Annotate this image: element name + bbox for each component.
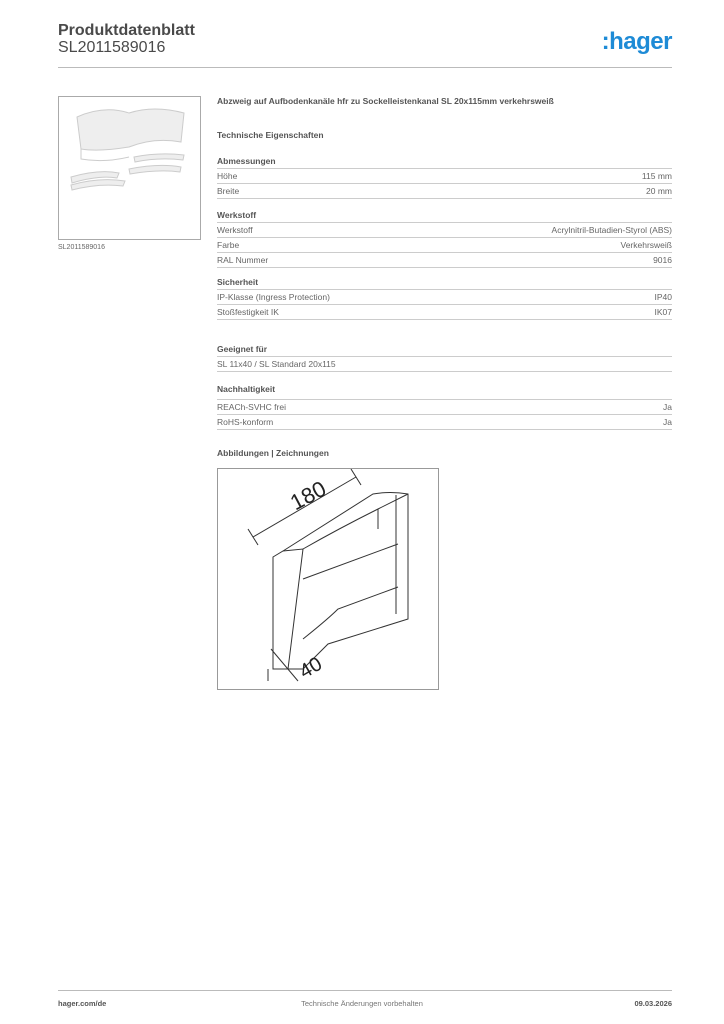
row-label: REACh-SVHC frei bbox=[217, 402, 286, 412]
dim-depth-label: 40 bbox=[295, 652, 327, 684]
product-code: SL2011589016 bbox=[58, 39, 166, 56]
hager-logo: :hager bbox=[601, 28, 672, 55]
row-label: Stoßfestigkeit IK bbox=[217, 307, 279, 317]
table-row bbox=[217, 184, 672, 199]
row-label: Werkstoff bbox=[217, 225, 253, 235]
section-geeignet bbox=[217, 343, 672, 372]
table-row bbox=[217, 238, 672, 253]
table-row bbox=[217, 357, 672, 372]
row-value: Ja bbox=[663, 417, 672, 427]
row-value: 115 mm bbox=[641, 171, 672, 181]
section-heading: Werkstoff bbox=[217, 209, 672, 223]
table-row bbox=[217, 253, 672, 268]
row-label: IP-Klasse (Ingress Protection) bbox=[217, 292, 330, 302]
row-label: Breite bbox=[217, 186, 240, 196]
section-heading: Abmessungen bbox=[217, 155, 672, 169]
row-label: RAL Nummer bbox=[217, 255, 269, 265]
section-sicherheit bbox=[217, 276, 672, 320]
section-nachhaltigkeit bbox=[217, 383, 672, 430]
row-value: Verkehrsweiß bbox=[620, 240, 672, 250]
row-value: IP40 bbox=[654, 292, 672, 302]
section-abmessungen bbox=[217, 155, 672, 199]
section-heading: Sicherheit bbox=[217, 276, 672, 290]
row-value: IK07 bbox=[654, 307, 672, 317]
footer-website[interactable]: hager.com/de bbox=[58, 999, 107, 1008]
table-row bbox=[217, 400, 672, 415]
table-row bbox=[217, 305, 672, 320]
table-row bbox=[217, 169, 672, 184]
footer-divider bbox=[58, 990, 672, 991]
row-value: 20 mm bbox=[646, 186, 672, 196]
image-caption: SL2011589016 bbox=[58, 244, 105, 251]
section-heading: Nachhaltigkeit bbox=[217, 383, 672, 400]
footer-note: Technische Änderungen vorbehalten bbox=[301, 999, 423, 1008]
row-label: RoHS-konform bbox=[217, 417, 274, 427]
product-image bbox=[58, 96, 201, 240]
table-row bbox=[217, 223, 672, 238]
technical-drawing bbox=[217, 468, 439, 690]
product-title: Abzweig auf Aufbodenkanäle hfr zu Sockelleistenkanal SL 20x115mm verkehrsweiß bbox=[217, 96, 554, 106]
drawings-heading: Abbildungen | Zeichnungen bbox=[217, 448, 329, 458]
row-value: Acrylnitril-Butadien-Styrol (ABS) bbox=[551, 225, 672, 235]
row-label: Farbe bbox=[217, 240, 240, 250]
section-heading: Geeignet für bbox=[217, 343, 672, 357]
page-title: Produktdatenblatt bbox=[58, 22, 195, 39]
row-label: Höhe bbox=[217, 171, 238, 181]
section-werkstoff bbox=[217, 209, 672, 268]
footer-date: 09.03.2026 bbox=[634, 999, 672, 1008]
dim-length-label: 180 bbox=[286, 475, 331, 516]
row-value: 9016 bbox=[653, 255, 672, 265]
row-label: SL 11x40 / SL Standard 20x115 bbox=[217, 359, 336, 369]
table-row bbox=[217, 415, 672, 430]
table-row bbox=[217, 290, 672, 305]
row-value: Ja bbox=[663, 402, 672, 412]
header-divider bbox=[58, 67, 672, 68]
tech-heading: Technische Eigenschaften bbox=[217, 130, 324, 140]
